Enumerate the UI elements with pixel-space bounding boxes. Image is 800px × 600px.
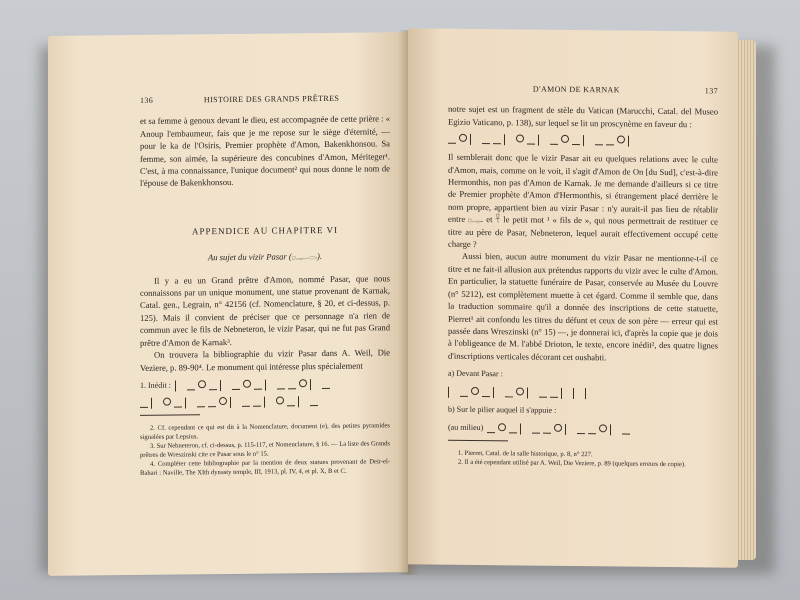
hieroglyph-sequence-icon (140, 396, 318, 409)
left-running-title: HISTOIRE DES GRANDS PRÊTRES (203, 93, 340, 105)
left-running-head (140, 92, 390, 107)
page-edges (736, 40, 756, 560)
left-hieroglyph-line-1 (140, 377, 390, 392)
right-hieroglyph-line-b (448, 422, 718, 437)
hieroglyph-sequence-icon (487, 423, 630, 435)
right-paragraph-3: Aussi bien, aucun autre monument du vizir Pasar ne mentionne-t-il ce titre et ne fait-il allusion aux prétendus rapports du vizir avec le culte d'Amon. En particulier, la statuette funéraire de Pasar, conservée au Musée du Louvre (n° 5212), est complètement muette à cet égard. Comme il semble que, dans la traduction sommaire qu'il a donnée des inscriptions de cette statuette, Pierret¹ ait confondu les titres du défunt et ceux de son père — erreur qui est passée dans Wreszinski (n° 15) —, je donnerai ici, d'après la copie que je dois à l'obligeance de M. l'abbé Drioton, le texte, encore inédit², des quatre lignes d'inscriptions verticales décorant cet oushabti. (448, 251, 718, 363)
hieroglyph-sequence-icon (448, 386, 594, 399)
left-page (48, 32, 408, 576)
right-hieroglyph-line-1 (448, 134, 718, 148)
chapter-title: APPENDICE AU CHAPITRE VI (191, 224, 339, 237)
inscription-a-label: a) Devant Pasar : (448, 368, 503, 379)
right-page-number: 137 (704, 86, 718, 96)
left-footnote-3: 4. Compléter cette bibliographie par la mention de deux statues provenant de Deir-el-Bahari : Naville, The XIth dynasty temple, III, 1913, pl. IV, 4, et pl. X, B et C. (140, 458, 390, 478)
left-footnote-2: 3. Sur Nebneteron, cf. ci-dessus, p. 115-117, et Nomenclature, § 16. — La liste des Grands prêtres de Wreszinski cite ce Pasar sous le n° 15. (140, 440, 390, 460)
left-page-content (140, 92, 390, 478)
right-running-title: D'AMON DE KARNAK (532, 84, 620, 95)
right-paragraph-1: notre sujet est un fragment de stèle du Vatican (Marucchi, Catal. del Museo Egizio Vaticano, p. 138), sur lequel se lit un proscynème en faveur du : (448, 104, 718, 130)
left-paragraph-1: et sa femme à genoux devant le dieu, est accompagnée de cette prière : « Anoup l'embaumeur, fais que je me repose sur le siège d'éternité, — pour le ka de l'Osiris, Premier prophète d'Amon, Bakenkhonsou. Sa femme, son aimée, la supérieure des concubines d'Amon, Mériteger¹. C'est, à ma connaissance, l'unique document² qui nous donne le nom de l'épouse de Bakenkhonsou. (140, 113, 390, 189)
right-page (408, 28, 738, 567)
left-hieroglyph-line-2 (140, 396, 390, 410)
left-footnote-1: 2. Cf. cependant ce qui est dit à la Nomenclature, document (e), des petites pyramides signalées par Lepsius. (140, 422, 390, 442)
right-paragraph-2: Il semblerait donc que le vizir Pasar ait eu quelques relations avec le culte d'Amon, mais, comme on le voit, il s'agit d'Amon de On [du Sud], c'est-à-dire Hermonthis, non pas d'Amon de Karnak. Je me demande d'ailleurs si ce titre de Premier prophète d'Amon d'Hermonthis, si étrangement placé derrière le nom propre, appartient bien au vizir Pasar : n'y aurait-il pas lieu de rétablir entre 𓊪𓊃 et 𓋹 le petit mot ¹ « fils de », qui nous permettrait de restituer ce titre au père de Pasar, Nebneteron, lequel aurait effectivement occupé cette charge ? (448, 151, 718, 250)
left-footnotes (140, 422, 390, 479)
left-paragraph-3: On trouvera la bibliographie du vizir Pasar dans A. Weil, Die Veziere, p. 89-90⁴. Le monument qui intéresse plus spécialement (140, 347, 390, 373)
inscription-c-label: (au milieu) (448, 422, 484, 432)
right-running-head (448, 83, 718, 98)
left-page-number: 136 (140, 95, 154, 105)
footnote-rule (448, 440, 508, 442)
footnote-rule (140, 415, 200, 417)
right-hieroglyph-line-a (448, 386, 718, 400)
right-footnotes (448, 449, 718, 470)
left-paragraph-2: Il y a eu un Grand prêtre d'Amon, nommé Pasar, que nous connaissons par un unique monument, une statue provenant de Karnak, Catal. gen., Legrain, n° 42156 (cf. Nomenclature, § 20, et ci-dessus, p. 125). Mais il convient de préciser que ce personnage n'a rien de commun avec le fils de Nebneteron, le vizir Pasar, qui ne fut pas Grand prêtre d'Amon de Karnak³. (140, 272, 390, 348)
right-footnote-2: 2. Il a été cependant utilisé par A. Weil, Die Veziere, p. 89 (quelques erreurs de copie). (458, 459, 686, 469)
right-page-content (448, 83, 718, 470)
right-inscription-a (448, 368, 718, 383)
right-footnote-1: 1. Pierret, Catal. de la salle historique, p. 8, n° 227. (458, 450, 593, 459)
chapter-subtitle: Au sujet du vizir Pasar (𓊪𓊃𓂋). (207, 251, 323, 263)
inscription-label: 1. Inédit : (140, 380, 171, 390)
inscription-b-label: b) Sur le pilier auquel il s'appuie : (448, 404, 557, 415)
hieroglyph-sequence-icon (175, 379, 330, 392)
right-inscription-b (448, 403, 718, 418)
hieroglyph-sequence-icon (448, 134, 637, 147)
